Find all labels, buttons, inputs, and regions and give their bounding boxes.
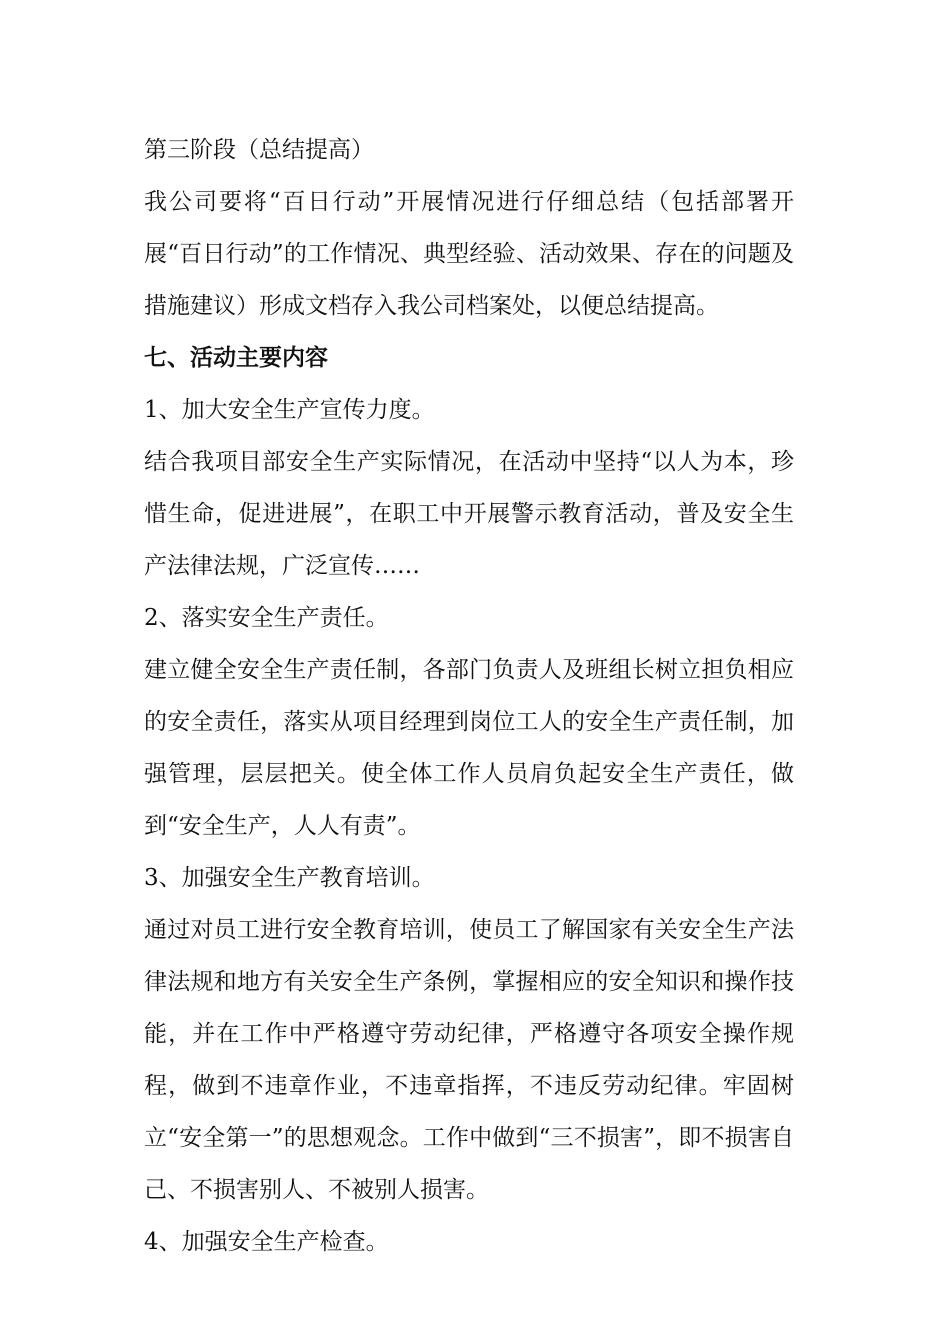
- item-heading-inspection: 4、加强安全生产检查。: [144, 1229, 389, 1255]
- document-body: [144, 124, 794, 1268]
- item-heading-responsibility: 2、落实安全生产责任。: [144, 605, 389, 631]
- paragraph-training: 通过对员工进行安全教育培训，使员工了解国家有关安全生产法律法规和地方有关安全生产条例，掌握相应的安全知识和操作技能，并在工作中严格遵守劳动纪律，严格遵守各项安全操作规程，做到不违章作业，不违章指挥，不违反劳动纪律。牢固树立“安全第一”的思想观念。工作中做到“三不损害”，即不损害自己、不损害别人、不被别人损害。: [144, 917, 794, 1203]
- section-heading-main-content: 七、活动主要内容: [144, 344, 328, 371]
- item-heading-publicity: 1、加大安全生产宣传力度。: [144, 397, 435, 423]
- paragraph-phase-three: 第三阶段（总结提高）: [144, 137, 374, 163]
- paragraph-responsibility: 建立健全安全生产责任制，各部门负责人及班组长树立担负相应的安全责任，落实从项目经理到岗位工人的安全生产责任制，加强管理，层层把关。使全体工作人员肩负起安全生产责任，做到“安全生产，人人有责”。: [144, 657, 794, 839]
- paragraph-summary: 我公司要将“百日行动”开展情况进行仔细总结（包括部署开展“百日行动”的工作情况、典型经验、活动效果、存在的问题及措施建议）形成文档存入我公司档案处，以便总结提高。: [144, 189, 794, 319]
- paragraph-publicity: 结合我项目部安全生产实际情况，在活动中坚持“以人为本，珍惜生命，促进进展”，在职工中开展警示教育活动，普及安全生产法律法规，广泛宣传……: [144, 449, 794, 579]
- item-heading-training: 3、加强安全生产教育培训。: [144, 865, 435, 891]
